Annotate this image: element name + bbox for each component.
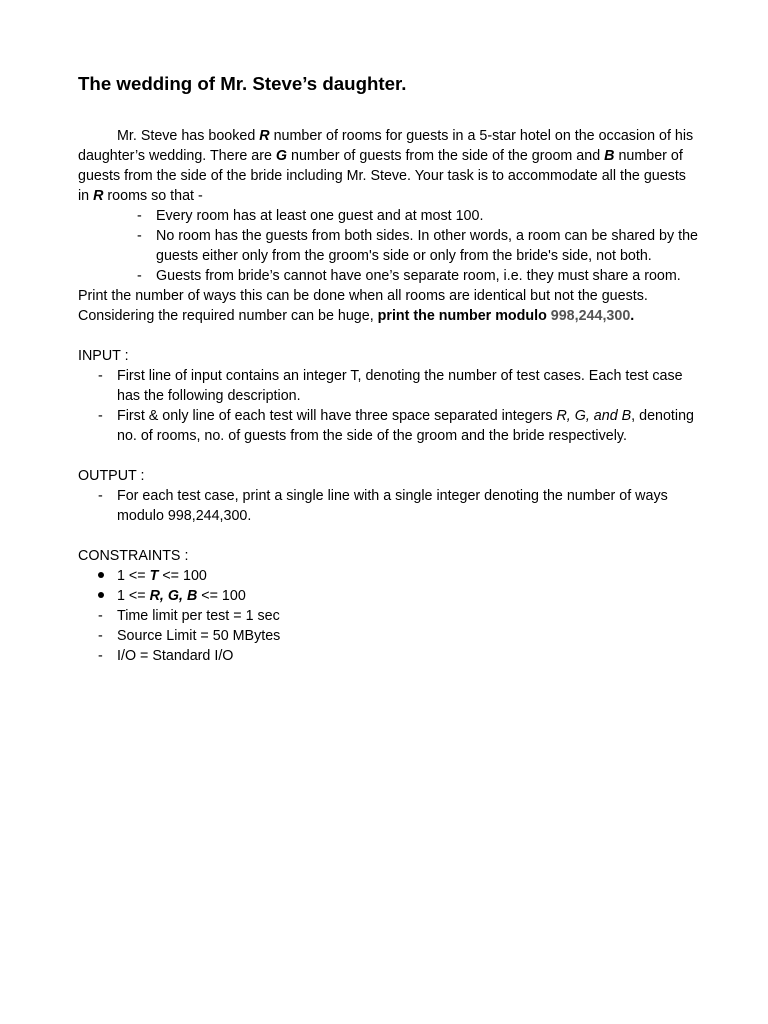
closing-period: . — [630, 308, 635, 324]
condition-text: No room has the guests from both sides. In other words, a room can be shared by the guests either only from the groom's side or only from the bride's side, not both. — [156, 228, 698, 264]
dot-bullet-icon — [98, 572, 104, 578]
dash-bullet: - — [98, 648, 103, 664]
list-item — [78, 486, 698, 526]
list-item — [78, 206, 698, 226]
condition-text: Guests from bride’s cannot have one’s separate room, i.e. they must share a room. — [156, 268, 681, 284]
document-page — [78, 72, 698, 666]
var-g: G — [275, 148, 288, 164]
dash-bullet: - — [137, 208, 142, 224]
input-item-text: First line of input contains an integer T, denoting the number of test cases. Each test case has the following description. — [117, 368, 683, 404]
intro-text: number of guests from the side of the groom and — [287, 148, 605, 164]
constraint-text: Source Limit = 50 MBytes — [117, 628, 281, 644]
constraint-text: 1 <= — [117, 568, 150, 584]
closing-bold-text: print the number modulo — [377, 308, 551, 324]
constraint-text: Time limit per test = 1 sec — [117, 608, 280, 624]
closing-line-2 — [78, 306, 698, 326]
output-heading: OUTPUT : — [78, 468, 145, 484]
dot-bullet-icon — [98, 592, 104, 598]
var-t: T — [149, 568, 159, 584]
list-item — [78, 566, 698, 586]
intro-paragraph — [78, 126, 698, 206]
list-item — [78, 586, 698, 606]
intro-text: rooms so that - — [103, 188, 203, 204]
intro-text: number of guests from the side of the bride including Mr. Steve. Your task is to accommodate all the guests in — [78, 148, 686, 204]
list-item — [78, 226, 698, 266]
condition-text: Every room has at least one guest and at most 100. — [156, 208, 484, 224]
var-r: R — [259, 128, 270, 144]
constraints-heading: CONSTRAINTS : — [78, 548, 189, 564]
list-item — [78, 406, 698, 446]
input-heading: INPUT : — [78, 348, 129, 364]
input-item-text: , denoting no. of rooms, no. of guests from the side of the groom and the bride respectively. — [117, 408, 694, 444]
var-rgb: R, G, B — [149, 588, 198, 604]
input-vars: R, G, and B — [556, 408, 632, 424]
document-title: The wedding of Mr. Steve’s daughter. — [78, 73, 407, 94]
closing-text: Considering the required number can be huge, — [78, 308, 378, 324]
output-list — [78, 486, 698, 526]
list-item — [78, 626, 698, 646]
dash-bullet: - — [137, 228, 142, 244]
input-list — [78, 366, 698, 446]
var-r: R — [93, 188, 104, 204]
constraint-text: <= 100 — [197, 588, 246, 604]
list-item — [78, 266, 698, 286]
list-item — [78, 646, 698, 666]
constraint-text: <= 100 — [158, 568, 207, 584]
dash-bullet: - — [137, 268, 142, 284]
intro-text: number of rooms for guests in a 5-star hotel on the occasion of his daughter’s wedding. There are — [78, 128, 694, 164]
dash-bullet: - — [98, 408, 103, 424]
var-b: B — [604, 148, 615, 164]
dash-bullet: - — [98, 628, 103, 644]
output-item-text: For each test case, print a single line with a single integer denoting the number of ways modulo 998,244,300. — [117, 488, 668, 524]
list-item — [78, 366, 698, 406]
dash-bullet: - — [98, 368, 103, 384]
constraint-text: 1 <= — [117, 588, 150, 604]
closing-line-1: Print the number of ways this can be done when all rooms are identical but not the guests. — [78, 288, 648, 304]
constraints-list — [78, 566, 698, 666]
conditions-list — [78, 206, 698, 286]
input-item-text: First & only line of each test will have three space separated integers — [117, 408, 557, 424]
modulo-value: 998,244,300 — [550, 308, 631, 324]
constraint-text: I/O = Standard I/O — [117, 648, 234, 664]
intro-text: Mr. Steve has booked — [117, 128, 260, 144]
dash-bullet: - — [98, 488, 103, 504]
list-item — [78, 606, 698, 626]
dash-bullet: - — [98, 608, 103, 624]
